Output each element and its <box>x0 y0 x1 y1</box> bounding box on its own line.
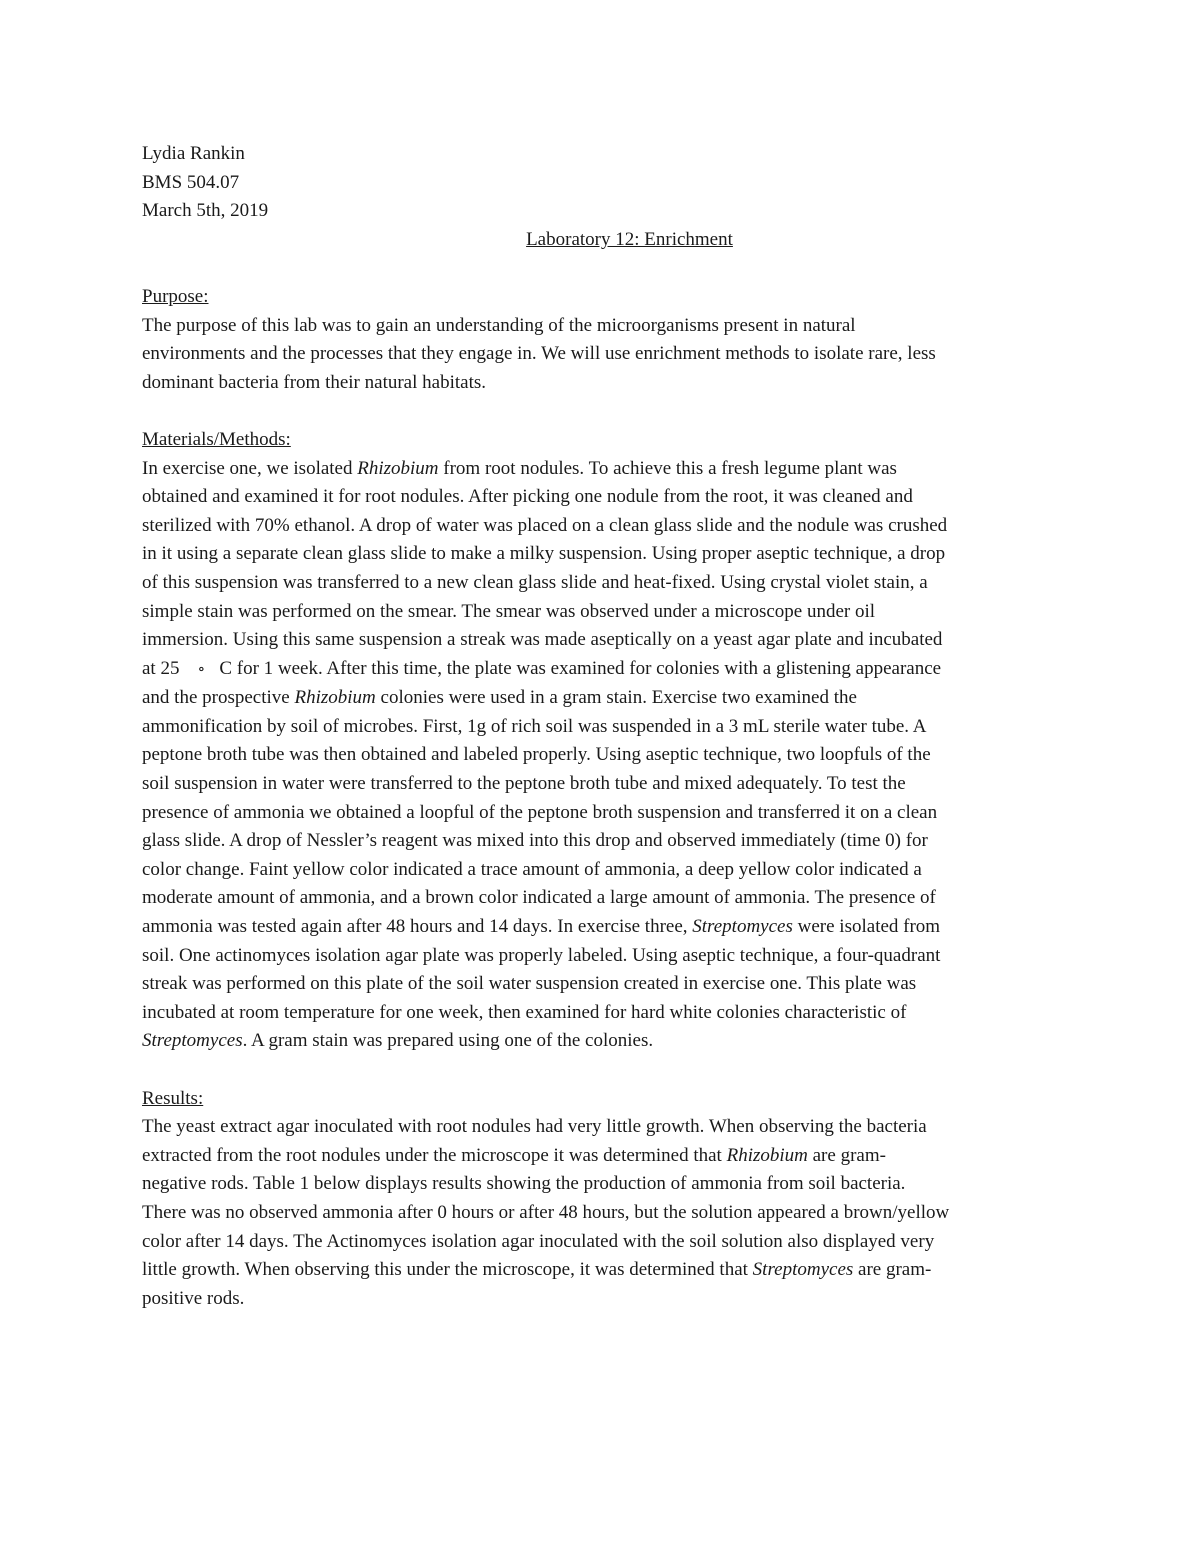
species-name: Rhizobium <box>357 457 439 479</box>
course-code: BMS 504.07 <box>142 171 240 193</box>
methods-line: moderate amount of ammonia, and a brown color indicated a large amount of ammonia. The presence of <box>142 887 936 909</box>
methods-line: presence of ammonia we obtained a loopful of the peptone broth suspension and transferred it on a clean <box>142 801 938 823</box>
document-header <box>142 140 1062 226</box>
results-section <box>142 1085 1062 1314</box>
results-line: negative rods. Table 1 below displays results showing the production of ammonia from soil bacteria. <box>142 1173 906 1195</box>
species-name: Rhizobium <box>726 1144 808 1166</box>
results-line: The yeast extract agar inoculated with root nodules had very little growth. When observing the bacteria <box>142 1116 927 1138</box>
species-name: Rhizobium <box>294 687 376 709</box>
purpose-line: dominant bacteria from their natural habitats. <box>142 371 486 393</box>
methods-line: glass slide. A drop of Nessler’s reagent was mixed into this drop and observed immediately (time 0) for <box>142 830 928 852</box>
methods-line: ammonification by soil of microbes. First, 1g of rich soil was suspended in a 3 mL sterile water tube. A <box>142 715 927 737</box>
species-name: Streptomyces <box>692 916 793 938</box>
document-date: March 5th, 2019 <box>142 200 269 222</box>
methods-line: sterilized with 70% ethanol. A drop of water was placed on a clean glass slide and the nodule was crushed <box>142 514 948 536</box>
methods-line: and the prospective Rhizobium colonies were used in a gram stain. Exercise two examined the <box>142 687 857 709</box>
results-line: color after 14 days. The Actinomyces isolation agar inoculated with the soil solution also displayed very <box>142 1230 935 1252</box>
spacer <box>142 254 1062 283</box>
results-line: little growth. When observing this under the microscope, it was determined that Streptomyces are gram- <box>142 1259 932 1281</box>
methods-line: color change. Faint yellow color indicated a trace amount of ammonia, a deep yellow color indicated a <box>142 858 922 880</box>
spacer <box>142 397 1062 426</box>
methods-line: ammonia was tested again after 48 hours and 14 days. In exercise three, Streptomyces were isolated from <box>142 916 941 938</box>
species-name: Streptomyces <box>142 1030 243 1052</box>
methods-heading: Materials/Methods: <box>142 428 291 450</box>
methods-section <box>142 426 1062 1056</box>
methods-line: soil. One actinomyces isolation agar plate was properly labeled. Using aseptic technique, a four-quadrant <box>142 944 941 966</box>
methods-line: immersion. Using this same suspension a streak was made aseptically on a yeast agar plate and incubated <box>142 629 943 651</box>
results-heading: Results: <box>142 1087 204 1109</box>
results-line: positive rods. <box>142 1287 245 1309</box>
methods-line: in it using a separate clean glass slide to make a milky suspension. Using proper aseptic technique, a drop <box>142 543 946 565</box>
purpose-heading: Purpose: <box>142 285 209 307</box>
methods-line: soil suspension in water were transferred to the peptone broth tube and mixed adequately. To test the <box>142 773 906 795</box>
purpose-line: The purpose of this lab was to gain an understanding of the microorganisms present in natural <box>142 314 856 336</box>
results-line: extracted from the root nodules under the microscope it was determined that Rhizobium are gram- <box>142 1144 886 1166</box>
results-line: There was no observed ammonia after 0 hours or after 48 hours, but the solution appeared a brown/yellow <box>142 1201 950 1223</box>
purpose-line: environments and the processes that they engage in. We will use enrichment methods to isolate rare, less <box>142 343 936 365</box>
methods-line: at 25 ∘ C for 1 week. After this time, the plate was examined for colonies with a glistening appearance <box>142 655 1062 685</box>
spacer <box>142 1056 1062 1085</box>
methods-line: Streptomyces. A gram stain was prepared using one of the colonies. <box>142 1030 654 1052</box>
methods-line: simple stain was performed on the smear. The smear was observed under a microscope under oil <box>142 600 876 622</box>
methods-line: of this suspension was transferred to a new clean glass slide and heat-fixed. Using crystal violet stain, a <box>142 571 928 593</box>
methods-line: peptone broth tube was then obtained and labeled properly. Using aseptic technique, two loopfuls of the <box>142 744 931 766</box>
methods-line: streak was performed on this plate of the soil water suspension created in exercise one. This plate was <box>142 973 917 995</box>
document-page <box>142 140 1062 1313</box>
methods-line: incubated at room temperature for one week, then examined for hard white colonies characteristic of <box>142 1001 907 1023</box>
degree-symbol: ∘ <box>197 660 206 678</box>
author-name: Lydia Rankin <box>142 143 245 164</box>
document-title: Laboratory 12: Enrichment <box>526 228 733 250</box>
methods-line: obtained and examined it for root nodules. After picking one nodule from the root, it was cleaned and <box>142 486 913 508</box>
species-name: Streptomyces <box>752 1259 854 1281</box>
methods-line: In exercise one, we isolated Rhizobium from root nodules. To achieve this a fresh legume plant was <box>142 457 897 479</box>
purpose-section <box>142 283 1062 397</box>
